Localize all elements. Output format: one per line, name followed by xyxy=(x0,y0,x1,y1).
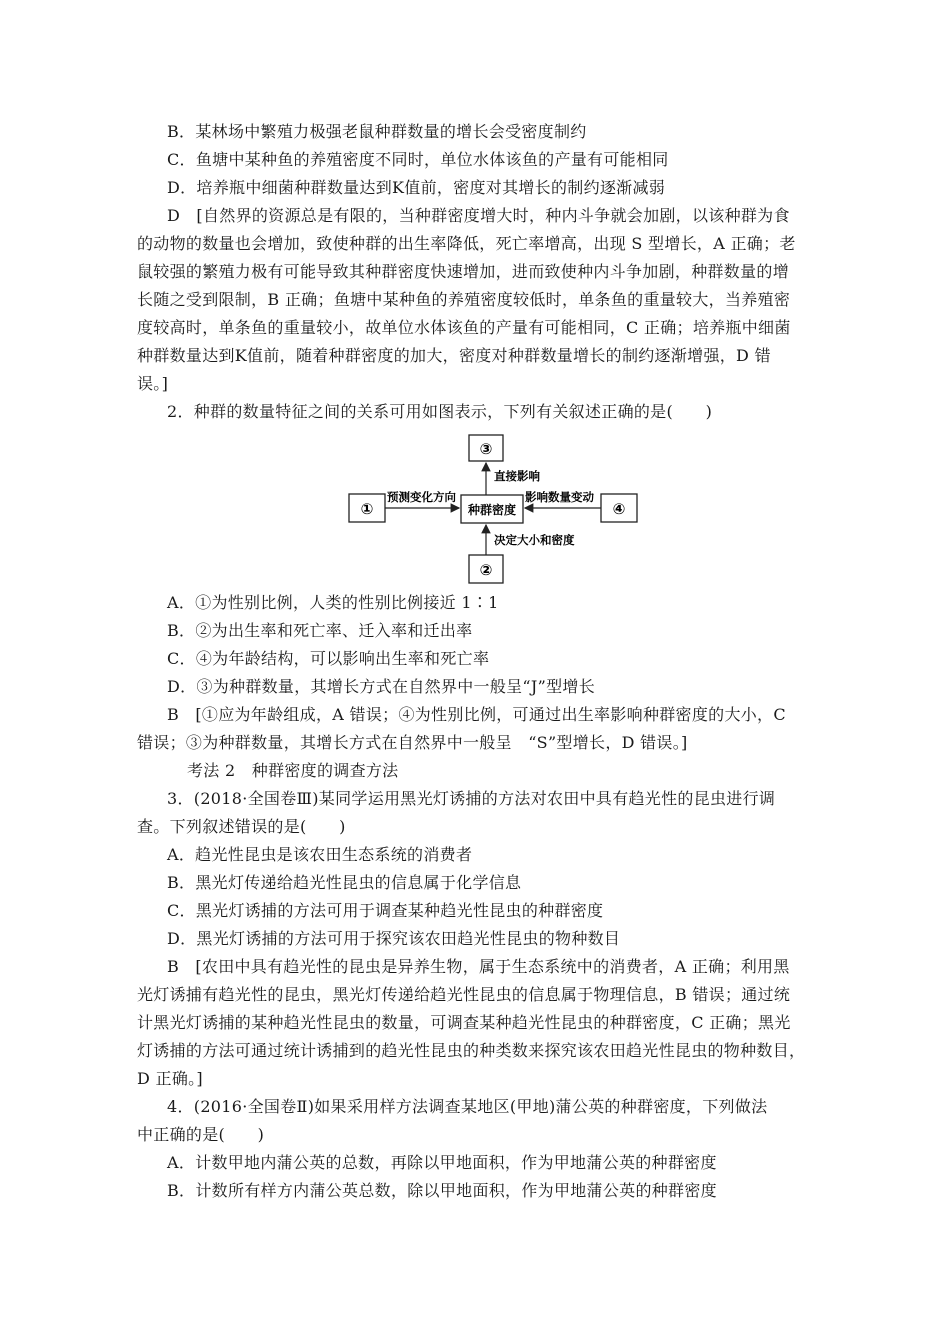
q4-stem-line: 4．(2016·全国卷Ⅱ)如果采用样方法调查某地区(甲地)蒲公英的种群密度，下列做法 xyxy=(167,1097,768,1116)
q3-answer-line: 计黑光灯诱捕的某种趋光性昆虫的数量，可调查某种趋光性昆虫的种群密度，C 正确；黑光 xyxy=(137,1013,791,1032)
q2-option-c: C．④为年龄结构，可以影响出生率和死亡率 xyxy=(167,649,490,668)
q4-stem-line: 中正确的是( ) xyxy=(137,1125,265,1144)
label-determine-size: 决定大小和密度 xyxy=(494,533,575,547)
population-relationship-diagram xyxy=(345,433,645,585)
q3-option-a: A．趋光性昆虫是该农田生态系统的消费者 xyxy=(167,845,473,864)
box-top-label: ③ xyxy=(479,440,493,458)
q3-answer-line: B [农田中具有趋光性的昆虫是异养生物，属于生态系统中的消费者，A 正确；利用黑 xyxy=(167,957,790,976)
q2-answer-line: 错误；③为种群数量，其增长方式在自然界中一般呈 “S”型增长，D 错误。] xyxy=(137,733,688,752)
q1-answer-line: 误。] xyxy=(137,374,169,393)
q3-stem-line: 3．(2018·全国卷Ⅲ)某同学运用黑光灯诱捕的方法对农田中具有趋光性的昆虫进行调 xyxy=(167,789,776,808)
q3-option-c: C．黑光灯诱捕的方法可用于调查某种趋光性昆虫的种群密度 xyxy=(167,901,604,920)
q1-option-d: D．培养瓶中细菌种群数量达到K值前，密度对其增长的制约逐渐减弱 xyxy=(167,178,666,197)
box-left-label: ① xyxy=(360,500,374,518)
q2-stem: 2．种群的数量特征之间的关系可用如图表示，下列有关叙述正确的是( ) xyxy=(167,402,713,421)
q1-answer-line: D [自然界的资源总是有限的，当种群密度增大时，种内斗争就会加剧，以该种群为食 xyxy=(167,206,790,225)
q1-option-c: C．鱼塘中某种鱼的养殖密度不同时，单位水体该鱼的产量有可能相同 xyxy=(167,150,669,169)
box-center-label: 种群密度 xyxy=(467,503,517,517)
q3-answer-line: 光灯诱捕有趋光性的昆虫，黑光灯传递给趋光性昆虫的信息属于物理信息，B 错误；通过统 xyxy=(137,985,791,1004)
q1-answer-line: 的动物的数量也会增加，致使种群的出生率降低，死亡率增高，出现 S 型增长，A 正确；老 xyxy=(137,234,796,253)
q1-answer-line: 鼠较强的繁殖力极有可能导致其种群密度快速增加，进而致使种内斗争加剧，种群数量的增 xyxy=(137,262,790,281)
q2-answer-line: B [①应为年龄组成，A 错误；④为性别比例，可通过出生率影响种群密度的大小，C xyxy=(167,705,786,724)
section-heading: 考法 2 种群密度的调查方法 xyxy=(187,761,399,780)
box-bottom-label: ② xyxy=(479,561,493,579)
q3-stem-line: 查。下列叙述错误的是( ) xyxy=(137,817,346,836)
q1-answer-line: 长随之受到限制，B 正确；鱼塘中某种鱼的养殖密度较低时，单条鱼的重量较大，当养殖密 xyxy=(137,290,791,309)
label-affect-change: 影响数量变动 xyxy=(525,490,594,504)
q1-answer-line: 种群数量达到K值前，随着种群密度的加大，密度对种群数量增长的制约逐渐增强，D 错 xyxy=(137,346,771,365)
q2-option-b: B．②为出生率和死亡率、迁入率和迁出率 xyxy=(167,621,473,640)
q1-answer-line: 度较高时，单条鱼的重量较小，故单位水体该鱼的产量有可能相同，C 正确；培养瓶中细菌 xyxy=(137,318,791,337)
q4-option-b: B．计数所有样方内蒲公英总数，除以甲地面积，作为甲地蒲公英的种群密度 xyxy=(167,1181,717,1200)
q2-option-d: D．③为种群数量，其增长方式在自然界中一般呈“J”型增长 xyxy=(167,677,596,696)
label-predict-trend: 预测变化方向 xyxy=(387,490,456,504)
q1-option-b: B．某林场中繁殖力极强老鼠种群数量的增长会受密度制约 xyxy=(167,122,587,141)
box-right-label: ④ xyxy=(612,500,626,518)
q3-answer-line: 灯诱捕的方法可通过统计诱捕到的趋光性昆虫的种类数来探究该农田趋光性昆虫的物种数目， xyxy=(137,1041,806,1060)
q4-option-a: A．计数甲地内蒲公英的总数，再除以甲地面积，作为甲地蒲公英的种群密度 xyxy=(167,1153,717,1172)
q3-answer-line: D 正确。] xyxy=(137,1069,203,1088)
q2-option-a: A．①为性别比例，人类的性别比例接近 1∶1 xyxy=(167,593,499,612)
q3-option-b: B．黑光灯传递给趋光性昆虫的信息属于化学信息 xyxy=(167,873,522,892)
label-direct-effect: 直接影响 xyxy=(494,469,540,483)
q3-option-d: D．黑光灯诱捕的方法可用于探究该农田趋光性昆虫的物种数目 xyxy=(167,929,621,948)
